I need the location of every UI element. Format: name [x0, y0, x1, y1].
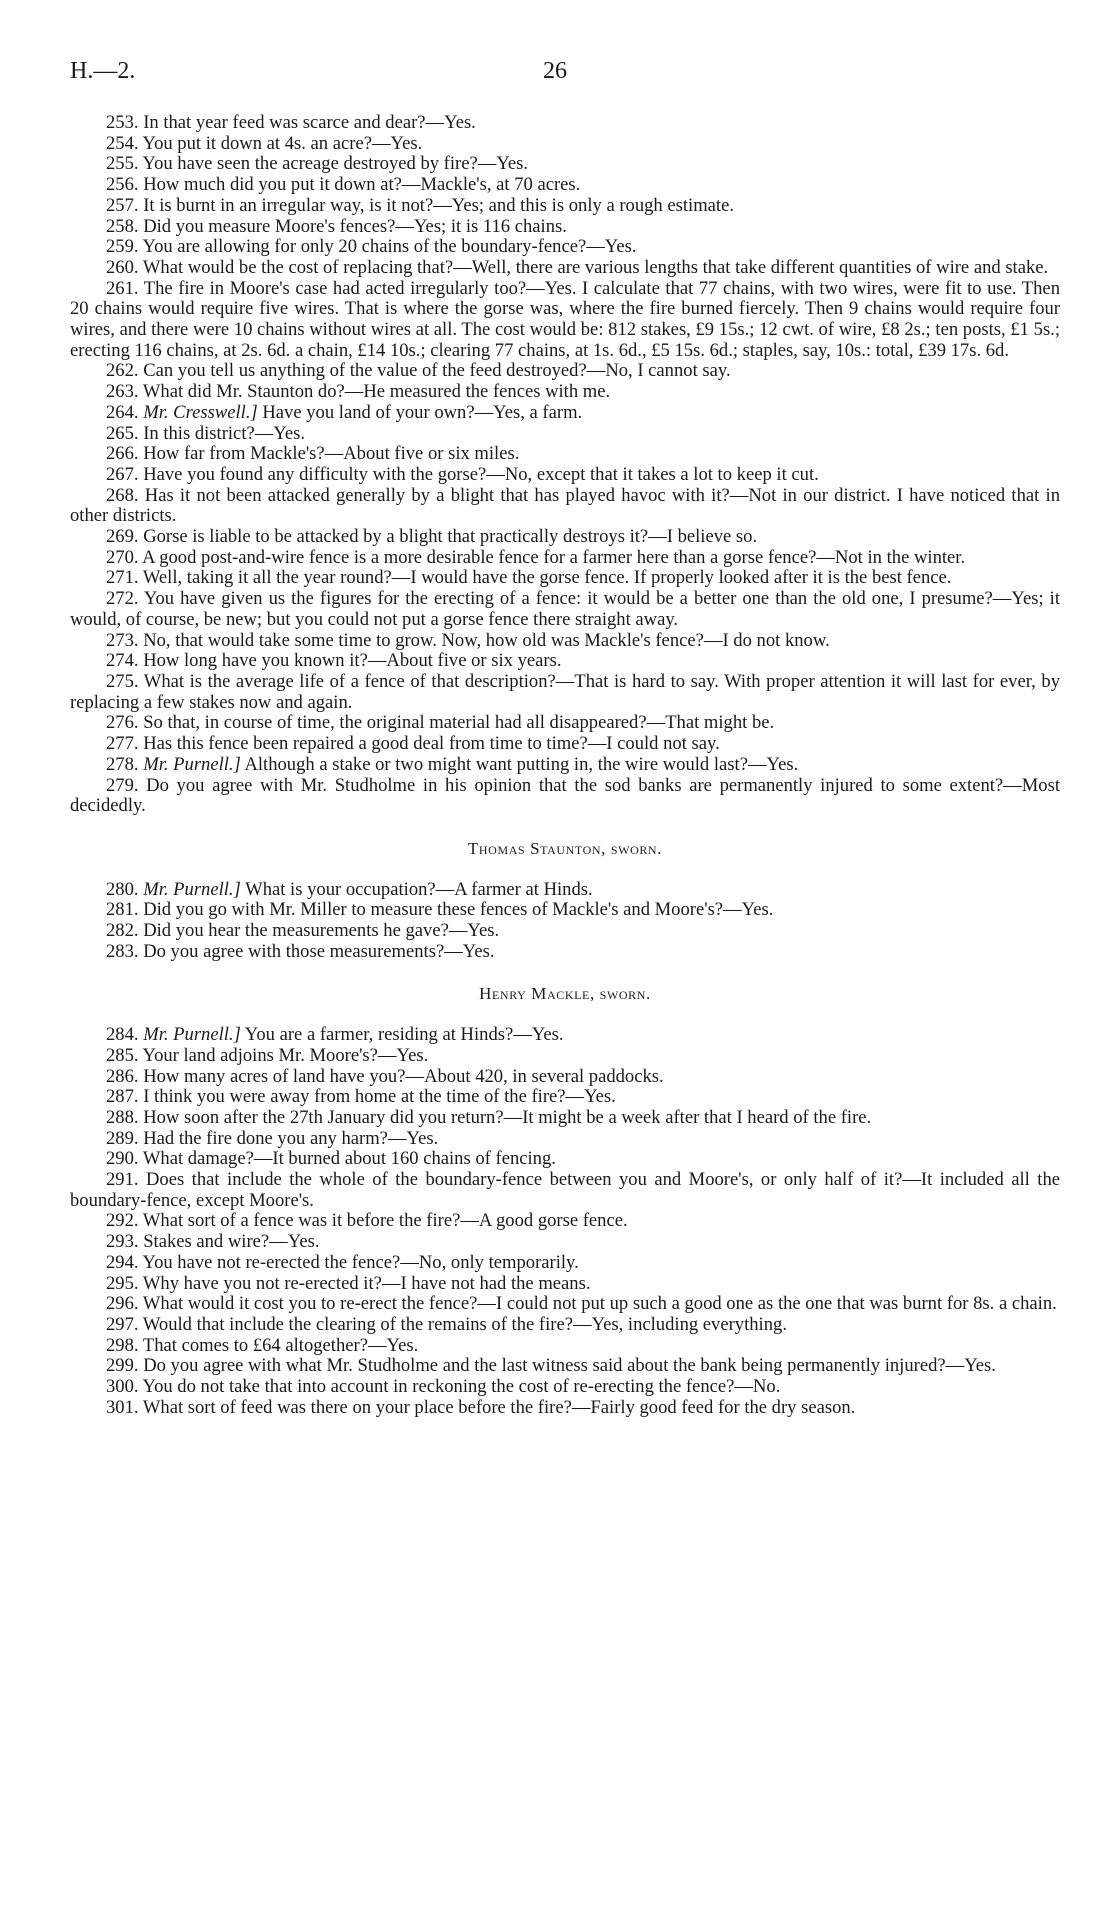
- paragraph-272: 272. You have given us the figures for the erecting of a fence: it would be a better one than the old one, I presume?—Yes; it would, of course, be new; but you could not put a gorse fence there straight away.: [70, 588, 1060, 630]
- paragraph-266: 266. How far from Mackle's?—About five or six miles.: [106, 443, 520, 465]
- document-body: [70, 113, 1060, 1418]
- block-1: [70, 113, 1060, 403]
- paragraph-258: 258. Did you measure Moore's fences?—Yes; it is 116 chains.: [106, 215, 567, 237]
- paragraph-255: 255. You have seen the acreage destroyed by fire?—Yes.: [106, 153, 529, 175]
- paragraph-275: 275. What is the average life of a fence of that description?—That is hard to say. With proper attention it will last for ever, by replacing a few stakes now and again.: [70, 670, 1060, 713]
- paragraph-289: 289. Had the fire done you any harm?—Yes.: [106, 1127, 439, 1149]
- paragraph-287: 287. I think you were away from home at the time of the fire?—Yes.: [106, 1086, 616, 1108]
- paragraph-273: 273. No, that would take some time to grow. Now, how old was Mackle's fence?—I do not know.: [106, 629, 830, 651]
- question-number: 284.: [106, 1024, 139, 1046]
- paragraph-297: 297. Would that include the clearing of the remains of the fire?—Yes, including everything.: [106, 1313, 787, 1335]
- witness-heading-mackle: Henry Mackle, sworn.: [479, 984, 651, 1004]
- paragraph-259: 259. You are allowing for only 20 chains of the boundary-fence?—Yes.: [106, 236, 637, 258]
- question-number: 278.: [106, 753, 139, 775]
- paragraph-281: 281. Did you go with Mr. Miller to measure these fences of Mackle's and Moore's?—Yes.: [106, 899, 774, 921]
- paragraph-260: 260. What would be the cost of replacing that?—Well, there are various lengths that take different quantities of wire and stake.: [106, 256, 1049, 278]
- block-3: [70, 900, 1060, 962]
- page-header: [40, 58, 1070, 88]
- paragraph-284: [70, 1025, 1060, 1046]
- question-number: 280.: [106, 878, 139, 900]
- paragraph-293: 293. Stakes and wire?—Yes.: [106, 1231, 320, 1253]
- paragraph-294: 294. You have not re-erected the fence?—No, only temporarily.: [106, 1251, 579, 1273]
- paragraph-264: [70, 403, 1060, 424]
- block-2: [70, 424, 1060, 755]
- paragraph-263: 263. What did Mr. Staunton do?—He measured the fences with me.: [106, 381, 611, 403]
- paragraph-276: 276. So that, in course of time, the original material had all disappeared?—That might be.: [106, 712, 775, 734]
- paragraph-301: 301. What sort of feed was there on your place before the fire?—Fairly good feed for the dry season.: [106, 1396, 856, 1418]
- paragraph-300: 300. You do not take that into account in reckoning the cost of re-erecting the fence?—No.: [106, 1376, 781, 1398]
- paragraph-298: 298. That comes to £64 altogether?—Yes.: [106, 1334, 419, 1356]
- paragraph-257: 257. It is burnt in an irregular way, is it not?—Yes; and this is only a rough estimate.: [106, 194, 734, 216]
- report-code: H.—2.: [70, 58, 136, 84]
- paragraph-282: 282. Did you hear the measurements he gave?—Yes.: [106, 920, 500, 942]
- block-4: [70, 1046, 1060, 1419]
- paragraph-277: 277. Has this fence been repaired a good deal from time to time?—I could not say.: [106, 733, 720, 755]
- paragraph-278: [70, 755, 1060, 776]
- question-text: You are a farmer, residing at Hinds?—Yes.: [240, 1024, 564, 1046]
- page-number: 26: [543, 58, 567, 84]
- paragraph-290: 290. What damage?—It burned about 160 chains of fencing.: [106, 1148, 556, 1170]
- question-text: What is your occupation?—A farmer at Hinds.: [240, 878, 593, 900]
- paragraph-285: 285. Your land adjoins Mr. Moore's?—Yes.: [106, 1044, 429, 1066]
- speaker-name: Mr. Purnell.]: [143, 1024, 241, 1046]
- speaker-name: Mr. Purnell.]: [143, 753, 241, 775]
- question-text: Although a stake or two might want putting in, the wire would last?—Yes.: [240, 753, 799, 775]
- paragraph-274: 274. How long have you known it?—About five or six years.: [106, 650, 562, 672]
- witness-heading-staunton: Thomas Staunton, sworn.: [467, 838, 663, 858]
- paragraph-296: 296. What would it cost you to re-erect the fence?—I could not put up such a good one as the one that was burnt for 8s. a chain.: [106, 1293, 1057, 1315]
- paragraph-269: 269. Gorse is liable to be attacked by a blight that practically destroys it?—I believe so.: [106, 526, 758, 548]
- paragraph-291: 291. Does that include the whole of the boundary-fence between you and Moore's, or only half of it?—It included all the boundary-fence, except Moore's.: [70, 1169, 1060, 1211]
- paragraph-288: 288. How soon after the 27th January did you return?—It might be a week after that I heard of the fire.: [106, 1106, 872, 1128]
- paragraph-267: 267. Have you found any difficulty with the gorse?—No, except that it takes a lot to keep it cut.: [106, 463, 819, 485]
- paragraph-270: 270. A good post-and-wire fence is a more desirable fence for a farmer here than a gorse fence?—Not in the winter.: [106, 546, 966, 568]
- paragraph-283: 283. Do you agree with those measurements?—Yes.: [106, 940, 495, 962]
- paragraph-280: [70, 880, 1060, 901]
- paragraph-262: 262. Can you tell us anything of the value of the feed destroyed?—No, I cannot say.: [106, 360, 731, 382]
- paragraph-265: 265. In this district?—Yes.: [106, 422, 306, 444]
- paragraph-286: 286. How many acres of land have you?—About 420, in several paddocks.: [106, 1065, 664, 1087]
- question-text: Have you land of your own?—Yes, a farm.: [257, 401, 583, 423]
- paragraph-268: 268. Has it not been attacked generally by a blight that has played havoc with it?—Not in our district. I have noticed that in other districts.: [70, 484, 1060, 527]
- paragraph-299: 299. Do you agree with what Mr. Studholme and the last witness said about the bank being permanently injured?—Yes.: [106, 1355, 996, 1377]
- paragraph-271: 271. Well, taking it all the year round?—I would have the gorse fence. If properly looked after it is the best fence.: [106, 567, 952, 589]
- paragraph-295: 295. Why have you not re-erected it?—I have not had the means.: [106, 1272, 591, 1294]
- paragraph-253: 253. In that year feed was scarce and dear?—Yes.: [106, 112, 476, 133]
- paragraph-261: 261. The fire in Moore's case had acted irregularly too?—Yes. I calculate that 77 chains, with two wires, were fit to use. Then 20 chains would require five wires. That is where the gorse was, where the fire burned fiercely. Then 9 chains would require four wires, and there were 10 chains without wires at all. The cost would be: 812 stakes, £9 15s.; 12 cwt. of wire, £8 2s.; ten posts, £1 5s.; erecting 116 chains, at 2s. 6d. a chain, £14 10s.; clearing 77 chains, at 1s. 6d., £5 15s. 6d.; staples, say, 10s.: total, £39 17s. 6d.: [70, 277, 1060, 361]
- paragraph-254: 254. You put it down at 4s. an acre?—Yes.: [106, 132, 423, 154]
- speaker-name: Mr. Purnell.]: [143, 878, 241, 900]
- paragraph-279: 279. Do you agree with Mr. Studholme in his opinion that the sod banks are permanently injured to some extent?—Most decidedly.: [70, 774, 1060, 817]
- question-number: 264.: [106, 401, 139, 423]
- paragraph-292: 292. What sort of a fence was it before the fire?—A good gorse fence.: [106, 1210, 628, 1232]
- speaker-name: Mr. Cresswell.]: [143, 401, 258, 423]
- paragraph-256: 256. How much did you put it down at?—Mackle's, at 70 acres.: [106, 174, 581, 196]
